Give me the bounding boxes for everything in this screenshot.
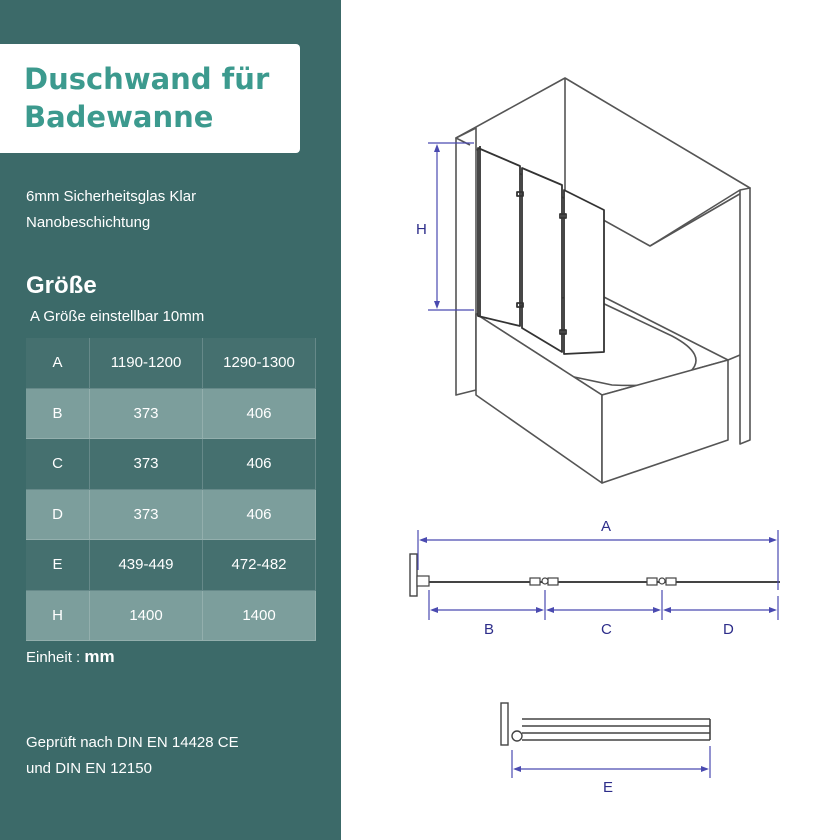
feature-coating: Nanobeschichtung bbox=[26, 214, 151, 231]
title-line-1: Duschwand für bbox=[24, 62, 270, 96]
dim-label-c: C bbox=[601, 621, 612, 638]
glass-panel bbox=[522, 168, 562, 352]
title-line-2: Badewanne bbox=[24, 100, 214, 134]
wall-profile bbox=[410, 554, 417, 596]
size-value-1: 373 bbox=[90, 389, 203, 440]
size-value-2: 1290-1300 bbox=[203, 338, 316, 389]
unit-value: mm bbox=[84, 647, 115, 666]
size-value-1: 1400 bbox=[90, 591, 203, 642]
dim-label-d: D bbox=[723, 621, 734, 638]
dim-label-a: A bbox=[601, 518, 612, 535]
isometric-drawing bbox=[456, 78, 750, 483]
size-value-1: 373 bbox=[90, 439, 203, 490]
row-label: D bbox=[26, 490, 90, 541]
size-value-1: 439-449 bbox=[90, 540, 203, 591]
folded-view-drawing bbox=[501, 703, 710, 796]
size-value-2: 1400 bbox=[203, 591, 316, 642]
size-heading: Größe bbox=[26, 272, 97, 299]
cert-line-2: und DIN EN 12150 bbox=[26, 760, 152, 777]
size-value-2: 406 bbox=[203, 490, 316, 541]
size-value-2: 406 bbox=[203, 439, 316, 490]
size-value-1: 373 bbox=[90, 490, 203, 541]
unit-label: Einheit : bbox=[26, 649, 85, 666]
glass-panel bbox=[478, 148, 520, 326]
dim-label-e: E bbox=[603, 779, 614, 796]
size-value-1: 1190-1200 bbox=[90, 338, 203, 389]
row-label: B bbox=[26, 389, 90, 440]
dim-label-b: B bbox=[484, 621, 495, 638]
row-label: E bbox=[26, 540, 90, 591]
wall-profile bbox=[501, 703, 508, 745]
size-value-2: 472-482 bbox=[203, 540, 316, 591]
row-label: H bbox=[26, 591, 90, 642]
size-value-2: 406 bbox=[203, 389, 316, 440]
cert-line-1: Geprüft nach DIN EN 14428 CE bbox=[26, 734, 239, 751]
row-label: A bbox=[26, 338, 90, 389]
glass-panel bbox=[564, 190, 604, 354]
side-wall bbox=[740, 188, 750, 444]
feature-glass: 6mm Sicherheitsglas Klar bbox=[26, 188, 197, 205]
dim-label-h: H bbox=[416, 221, 427, 238]
left-wall bbox=[456, 128, 476, 395]
row-label: C bbox=[26, 439, 90, 490]
size-note: A Größe einstellbar 10mm bbox=[30, 308, 205, 325]
top-view-drawing bbox=[410, 518, 780, 638]
